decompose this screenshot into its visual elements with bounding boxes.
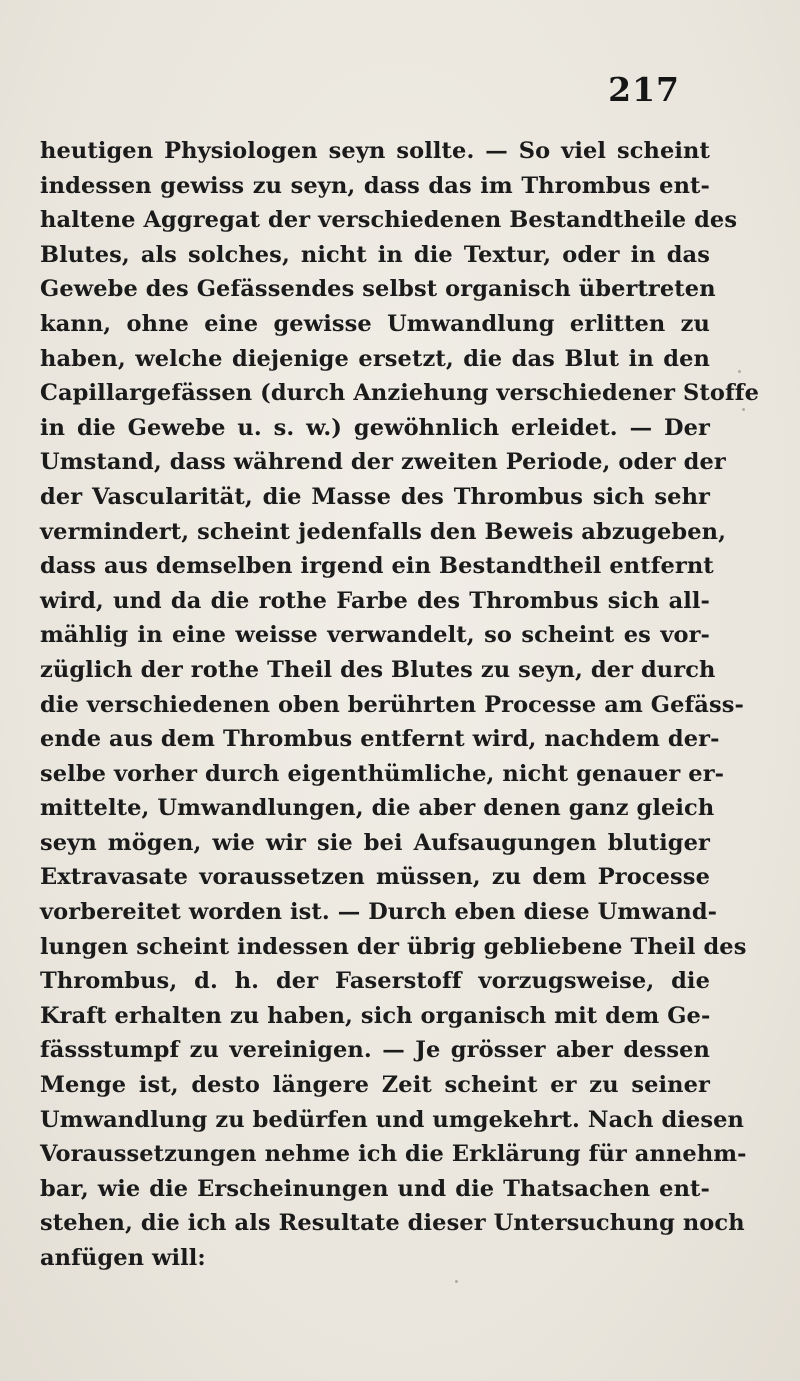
text-line: mählig in eine weisse verwandelt, so scheint es vor- <box>40 622 710 649</box>
text-line: dass aus demselben irgend ein Bestandtheil entfernt <box>40 553 714 580</box>
text-line: indessen gewiss zu seyn, dass das im Thrombus ent- <box>40 172 710 199</box>
text-line: Kraft erhalten zu haben, sich organisch mit dem Ge- <box>40 1002 711 1029</box>
text-line: kann, ohne eine gewisse Umwandlung erlitten zu <box>40 310 710 337</box>
text-line: züglich der rothe Theil des Blutes zu seyn, der durch <box>40 656 716 683</box>
text-line: anfügen will: <box>40 1245 206 1271</box>
text-line: haben, welche diejenige ersetzt, die das Blut in den <box>40 345 710 372</box>
text-line: seyn mögen, wie wir sie bei Aufsaugungen blutiger <box>40 829 710 856</box>
text-line: ende aus dem Thrombus entfernt wird, nachdem der- <box>40 726 720 753</box>
text-line: fässstumpf zu vereinigen. — Je grösser aber dessen <box>40 1037 710 1064</box>
text-line: wird, und da die rothe Farbe des Thrombus sich all- <box>40 587 710 614</box>
paper-speck <box>455 1280 458 1283</box>
text-line: heutigen Physiologen seyn sollte. — So viel scheint <box>40 138 710 164</box>
paper-speck <box>738 370 741 373</box>
text-line: Umwandlung zu bedürfen und umgekehrt. Nach diesen <box>40 1106 744 1133</box>
paper-speck <box>742 408 745 411</box>
text-line: Menge ist, desto längere Zeit scheint er zu seiner <box>40 1072 710 1099</box>
text-line: vermindert, scheint jedenfalls den Beweis abzugeben, <box>40 518 727 545</box>
text-line: Thrombus, d. h. der Faserstoff vorzugsweise, die <box>40 968 710 995</box>
text-line: Gewebe des Gefässendes selbst organisch übertreten <box>40 276 716 303</box>
text-line: Voraussetzungen nehme ich die Erklärung für annehm- <box>40 1141 747 1168</box>
text-line: Blutes, als solches, nicht in die Textur, oder in das <box>40 241 710 268</box>
text-line: haltene Aggregat der verschiedenen Bestandtheile des <box>40 207 738 234</box>
text-line: in die Gewebe u. s. w.) gewöhnlich erleidet. — Der <box>40 414 710 441</box>
text-line: lungen scheint indessen der übrig gebliebene Theil des <box>40 933 747 960</box>
text-line: Capillargefässen (durch Anziehung verschiedener Stoffe <box>40 380 759 407</box>
text-line: die verschiedenen oben berührten Processe am Gefäss- <box>40 691 744 718</box>
text-line: Extravasate voraussetzen müssen, zu dem Processe <box>40 864 710 891</box>
page-number: 217 <box>608 70 680 109</box>
text-line: mittelte, Umwandlungen, die aber denen ganz gleich <box>40 795 715 822</box>
text-line: Umstand, dass während der zweiten Periode, oder der <box>40 449 726 476</box>
text-line: stehen, die ich als Resultate dieser Untersuchung noch <box>40 1210 745 1237</box>
text-line: bar, wie die Erscheinungen und die Thatsachen ent- <box>40 1175 710 1202</box>
body-text <box>40 134 759 1276</box>
text-line: selbe vorher durch eigenthümliche, nicht genauer er- <box>40 760 725 787</box>
text-line: vorbereitet worden ist. — Durch eben diese Umwand- <box>40 899 718 926</box>
text-line: der Vascularität, die Masse des Thrombus sich sehr <box>40 483 710 510</box>
